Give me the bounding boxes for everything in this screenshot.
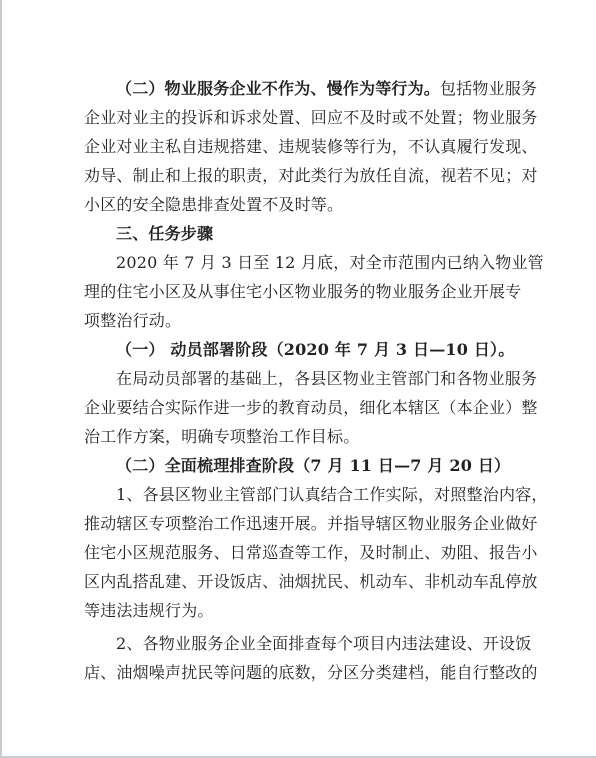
text-run: 在局动员部署的基础上，各县区物业主管部门和各物业服务: [116, 369, 538, 388]
text-line: [84, 629, 532, 658]
text-line: [84, 219, 526, 248]
text-run: 企业对业主的投诉和诉求处置、回应不及时或不处置；物业服务: [84, 108, 538, 127]
document-page: [84, 74, 548, 687]
text-run: 包括物业服务: [440, 79, 538, 98]
text-line: [84, 132, 538, 161]
text-run: 劝导、制止和上报的职责，对此类行为放任自流，视若不见；对: [84, 166, 538, 185]
text-line: [84, 74, 538, 103]
text-run: 企业对业主私自违规搭建、违规装修等行为，不认真履行发现、: [84, 137, 538, 156]
text-line: [84, 567, 538, 596]
text-line: [84, 422, 526, 451]
text-run: 项整治行动。: [84, 311, 182, 330]
text-run: 1、各县区物业主管部门认真结合工作实际，对照整治内容，: [116, 485, 548, 504]
text-run: 住宅小区规范服务、日常巡查等工作，及时制止、劝阻、报告小: [84, 543, 538, 562]
paragraph: [84, 74, 538, 219]
text-run: 企业要结合实际作进一步的教育动员，细化本辖区（本企业）整: [84, 398, 538, 417]
text-line: [84, 480, 548, 509]
text-run: 治工作方案，明确专项整治工作目标。: [84, 427, 360, 446]
bold-text: （一） 动员部署阶段（2020 年 7 月 3 日—10 日）。: [116, 340, 515, 359]
text-run: 三、任务步骤: [116, 224, 214, 243]
text-line: [84, 393, 538, 422]
text-line: [84, 538, 538, 567]
text-run: 2、各物业服务企业全面排查每个项目内违法建设、开设饭: [116, 634, 532, 653]
text-line: [84, 103, 538, 132]
paragraph: [84, 625, 538, 687]
bold-text: （二）全面梳理排查阶段（7 月 11 日—7 月 20 日）: [116, 456, 511, 475]
text-run: 等违法违规行为。: [84, 601, 214, 620]
text-line: [84, 364, 538, 393]
text-line: [84, 277, 526, 306]
paragraph: [84, 248, 544, 335]
bold-text: （二）物业服务企业不作为、慢作为等行为。: [116, 79, 441, 98]
text-line: [84, 248, 544, 277]
text-run: 理的住宅小区及从事住宅小区物业服务的物业服务企业开展专: [84, 282, 522, 301]
text-run: 小区的安全隐患排查处置不及时等。: [84, 195, 344, 214]
paragraph: [84, 364, 538, 451]
text-line: [84, 190, 526, 219]
text-line: [84, 658, 538, 687]
paragraph: [84, 451, 526, 480]
text-run: 推动辖区专项整治工作迅速开展。并指导辖区物业服务企业做好: [84, 514, 538, 533]
section-heading: [84, 219, 526, 248]
text-run: 区内乱搭乱建、开设饭店、油烟扰民、机动车、非机动车乱停放: [84, 572, 538, 591]
text-run: 店、油烟噪声扰民等问题的底数，分区分类建档，能自行整改的: [84, 663, 538, 682]
paragraph: [84, 480, 548, 625]
text-line: [84, 596, 526, 625]
paragraph: [84, 335, 526, 364]
text-run: 2020 年 7 月 3 日至 12 月底，对全市范围内已纳入物业管: [116, 253, 544, 272]
text-line: [84, 161, 538, 190]
page-left-edge: [0, 0, 2, 758]
text-line: [84, 451, 526, 480]
text-line: [84, 335, 526, 364]
text-line: [84, 306, 526, 335]
text-line: [84, 509, 538, 538]
